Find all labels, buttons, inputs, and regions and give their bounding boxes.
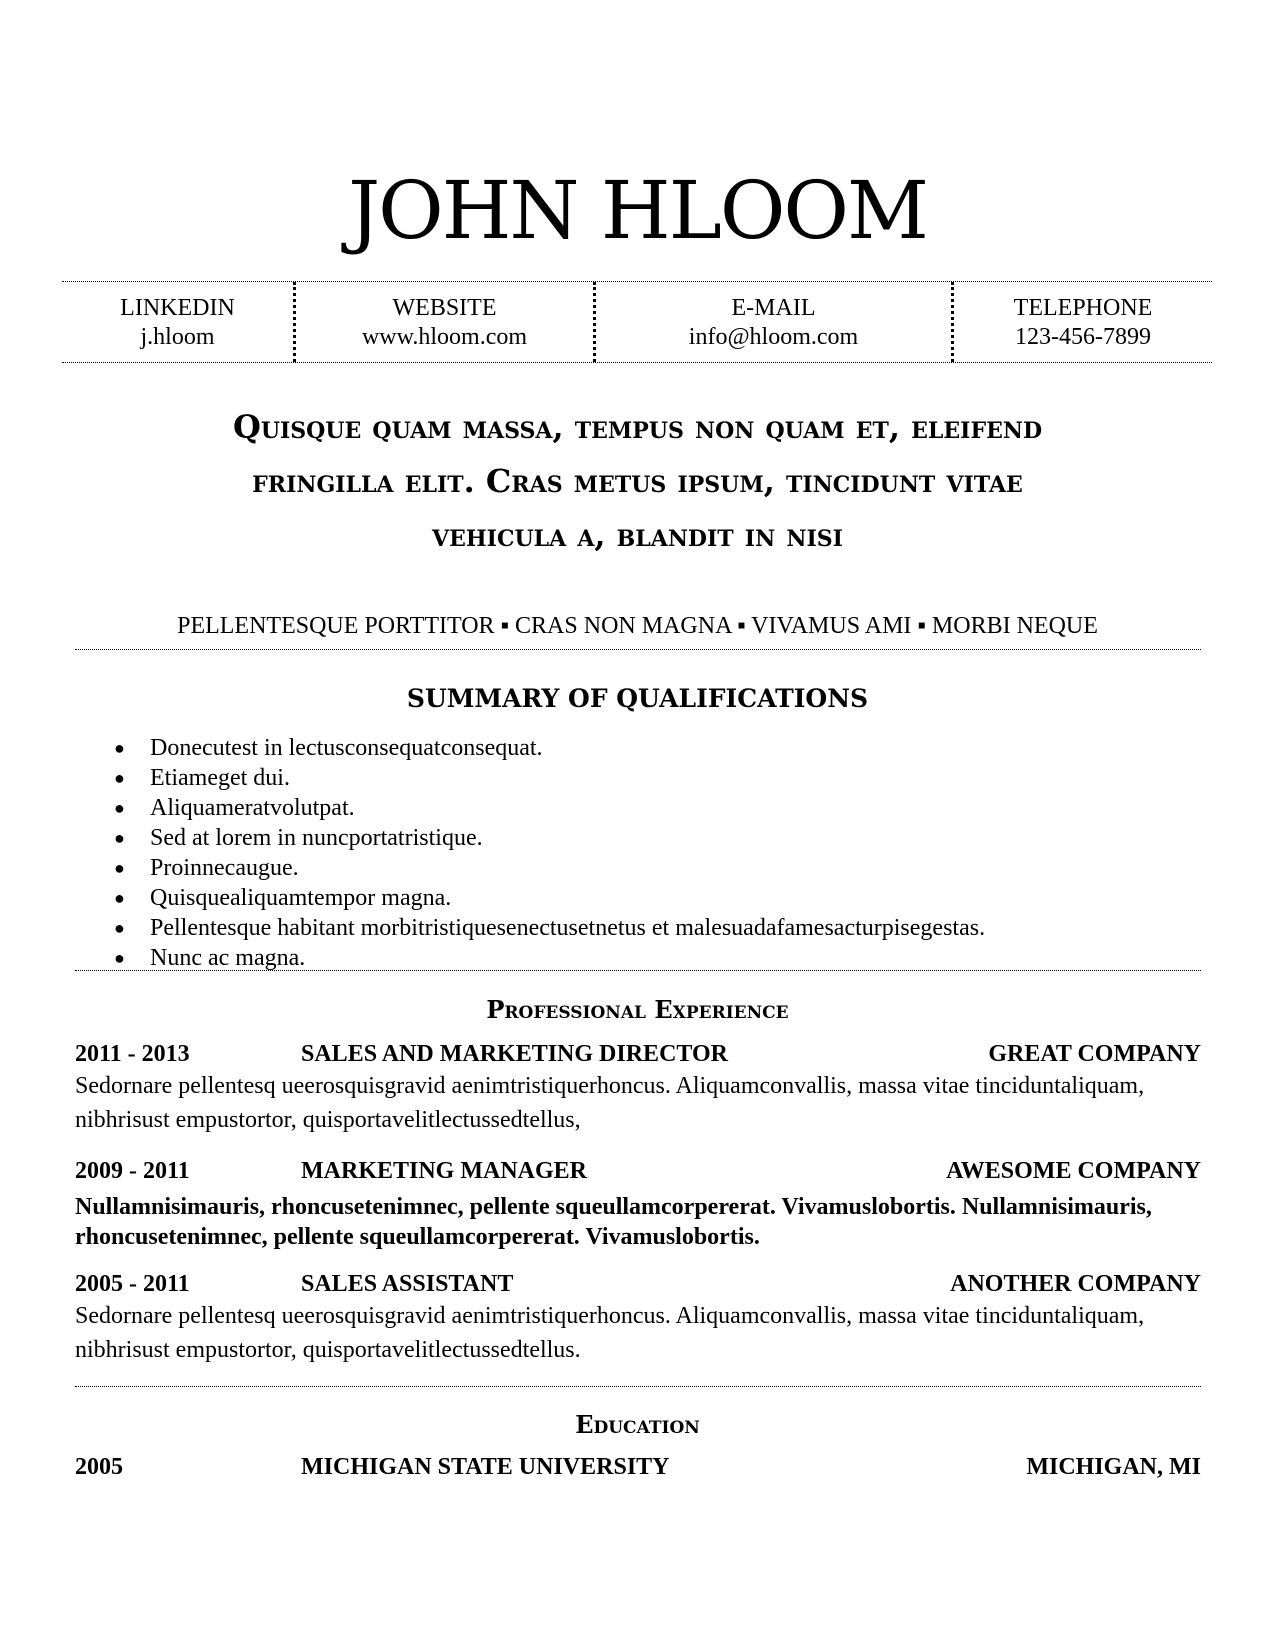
job-entry <box>75 1269 1201 1367</box>
job-dates: 2005 - 2011 <box>75 1271 190 1297</box>
job-company: ANOTHER COMPANY <box>950 1271 1201 1297</box>
list-item: ● Pellentesque habitant morbitristiquesenectusetnetus et malesuadafamesacturpisegestas. <box>110 913 985 943</box>
headline <box>0 400 1275 562</box>
qualifications-list <box>110 733 985 973</box>
experience-title: Professional Experience <box>486 995 789 1024</box>
education-entry <box>75 1452 1201 1482</box>
contact-label: TELEPHONE <box>1013 295 1153 321</box>
education-location: MICHIGAN, MI <box>1026 1454 1201 1480</box>
list-item: ● Proinnecaugue. <box>110 853 985 883</box>
job-dates: 2009 - 2011 <box>75 1158 190 1184</box>
education-school: MICHIGAN STATE UNIVERSITY <box>301 1454 670 1480</box>
contact-table <box>62 281 1212 363</box>
education-title: Education <box>575 1410 700 1439</box>
list-item: ● Quisquealiquamtempor magna. <box>110 883 985 913</box>
list-item: ● Nunc ac magna. <box>110 943 985 973</box>
list-item: ● Donecutest in lectusconsequatconsequat. <box>110 733 985 763</box>
contact-telephone <box>951 282 1212 362</box>
job-title: SALES AND MARKETING DIRECTOR <box>301 1041 728 1067</box>
job-entry <box>75 1156 1201 1252</box>
section-divider <box>75 970 1201 971</box>
education-year: 2005 <box>75 1454 123 1480</box>
contact-label: WEBSITE <box>392 295 497 321</box>
contact-value: 123-456-7899 <box>1015 324 1151 350</box>
headline-line: fringilla elit. Cras metus ipsum, tincidunt vitae <box>252 462 1023 500</box>
job-header <box>75 1156 1201 1186</box>
section-divider <box>75 649 1201 650</box>
job-description: Sedornare pellentesq ueerosquisgravid aenimtristiquerhoncus. Aliquamconvallis, massa vitae tinciduntaliquam, nibhrisust empustortor, quisportavelitlectussedtellus, <box>75 1073 1145 1133</box>
contact-value: info@hloom.com <box>688 324 859 350</box>
job-title: SALES ASSISTANT <box>301 1271 514 1297</box>
contact-website <box>293 282 593 362</box>
section-divider <box>75 1386 1201 1387</box>
job-company: AWESOME COMPANY <box>946 1158 1201 1184</box>
contact-email <box>593 282 951 362</box>
job-description: Sedornare pellentesq ueerosquisgravid aenimtristiquerhoncus. Aliquamconvallis, massa vitae tinciduntaliquam, nibhrisust empustortor, quisportavelitlectussedtellus. <box>75 1303 1145 1363</box>
contact-value: j.hloom <box>140 324 215 350</box>
keywords-line: PELLENTESQUE PORTTITOR ▪ CRAS NON MAGNA ▪ VIVAMUS AMI ▪ MORBI NEQUE <box>177 613 1098 639</box>
job-entry <box>75 1039 1201 1137</box>
job-header <box>75 1039 1201 1069</box>
contact-value: www.hloom.com <box>361 324 528 350</box>
job-description: Nullamnisimauris, rhoncusetenimnec, pellente squeullamcorpererat. Vivamuslobortis. Nullamnisimauris, rhoncusetenimnec, pellente squeullamcorpererat. Vivamuslobortis. <box>75 1194 1152 1250</box>
candidate-name: JOHN HLOOM <box>348 164 927 257</box>
job-dates: 2011 - 2013 <box>75 1041 190 1067</box>
job-title: MARKETING MANAGER <box>301 1158 587 1184</box>
education-row <box>75 1452 1201 1482</box>
summary-title: SUMMARY OF QUALIFICATIONS <box>406 684 869 713</box>
job-company: GREAT COMPANY <box>988 1041 1201 1067</box>
list-item: ● Aliquameratvolutpat. <box>110 793 985 823</box>
contact-label: E-MAIL <box>731 295 816 321</box>
contact-label: LINKEDIN <box>120 295 235 321</box>
headline-line: Quisque quam massa, tempus non quam et, eleifend <box>232 408 1043 446</box>
headline-line: vehicula a, blandit in nisi <box>432 516 843 554</box>
list-item: ● Etiameget dui. <box>110 763 985 793</box>
contact-linkedin <box>62 282 293 362</box>
job-header <box>75 1269 1201 1299</box>
list-item: ● Sed at lorem in nuncportatristique. <box>110 823 985 853</box>
